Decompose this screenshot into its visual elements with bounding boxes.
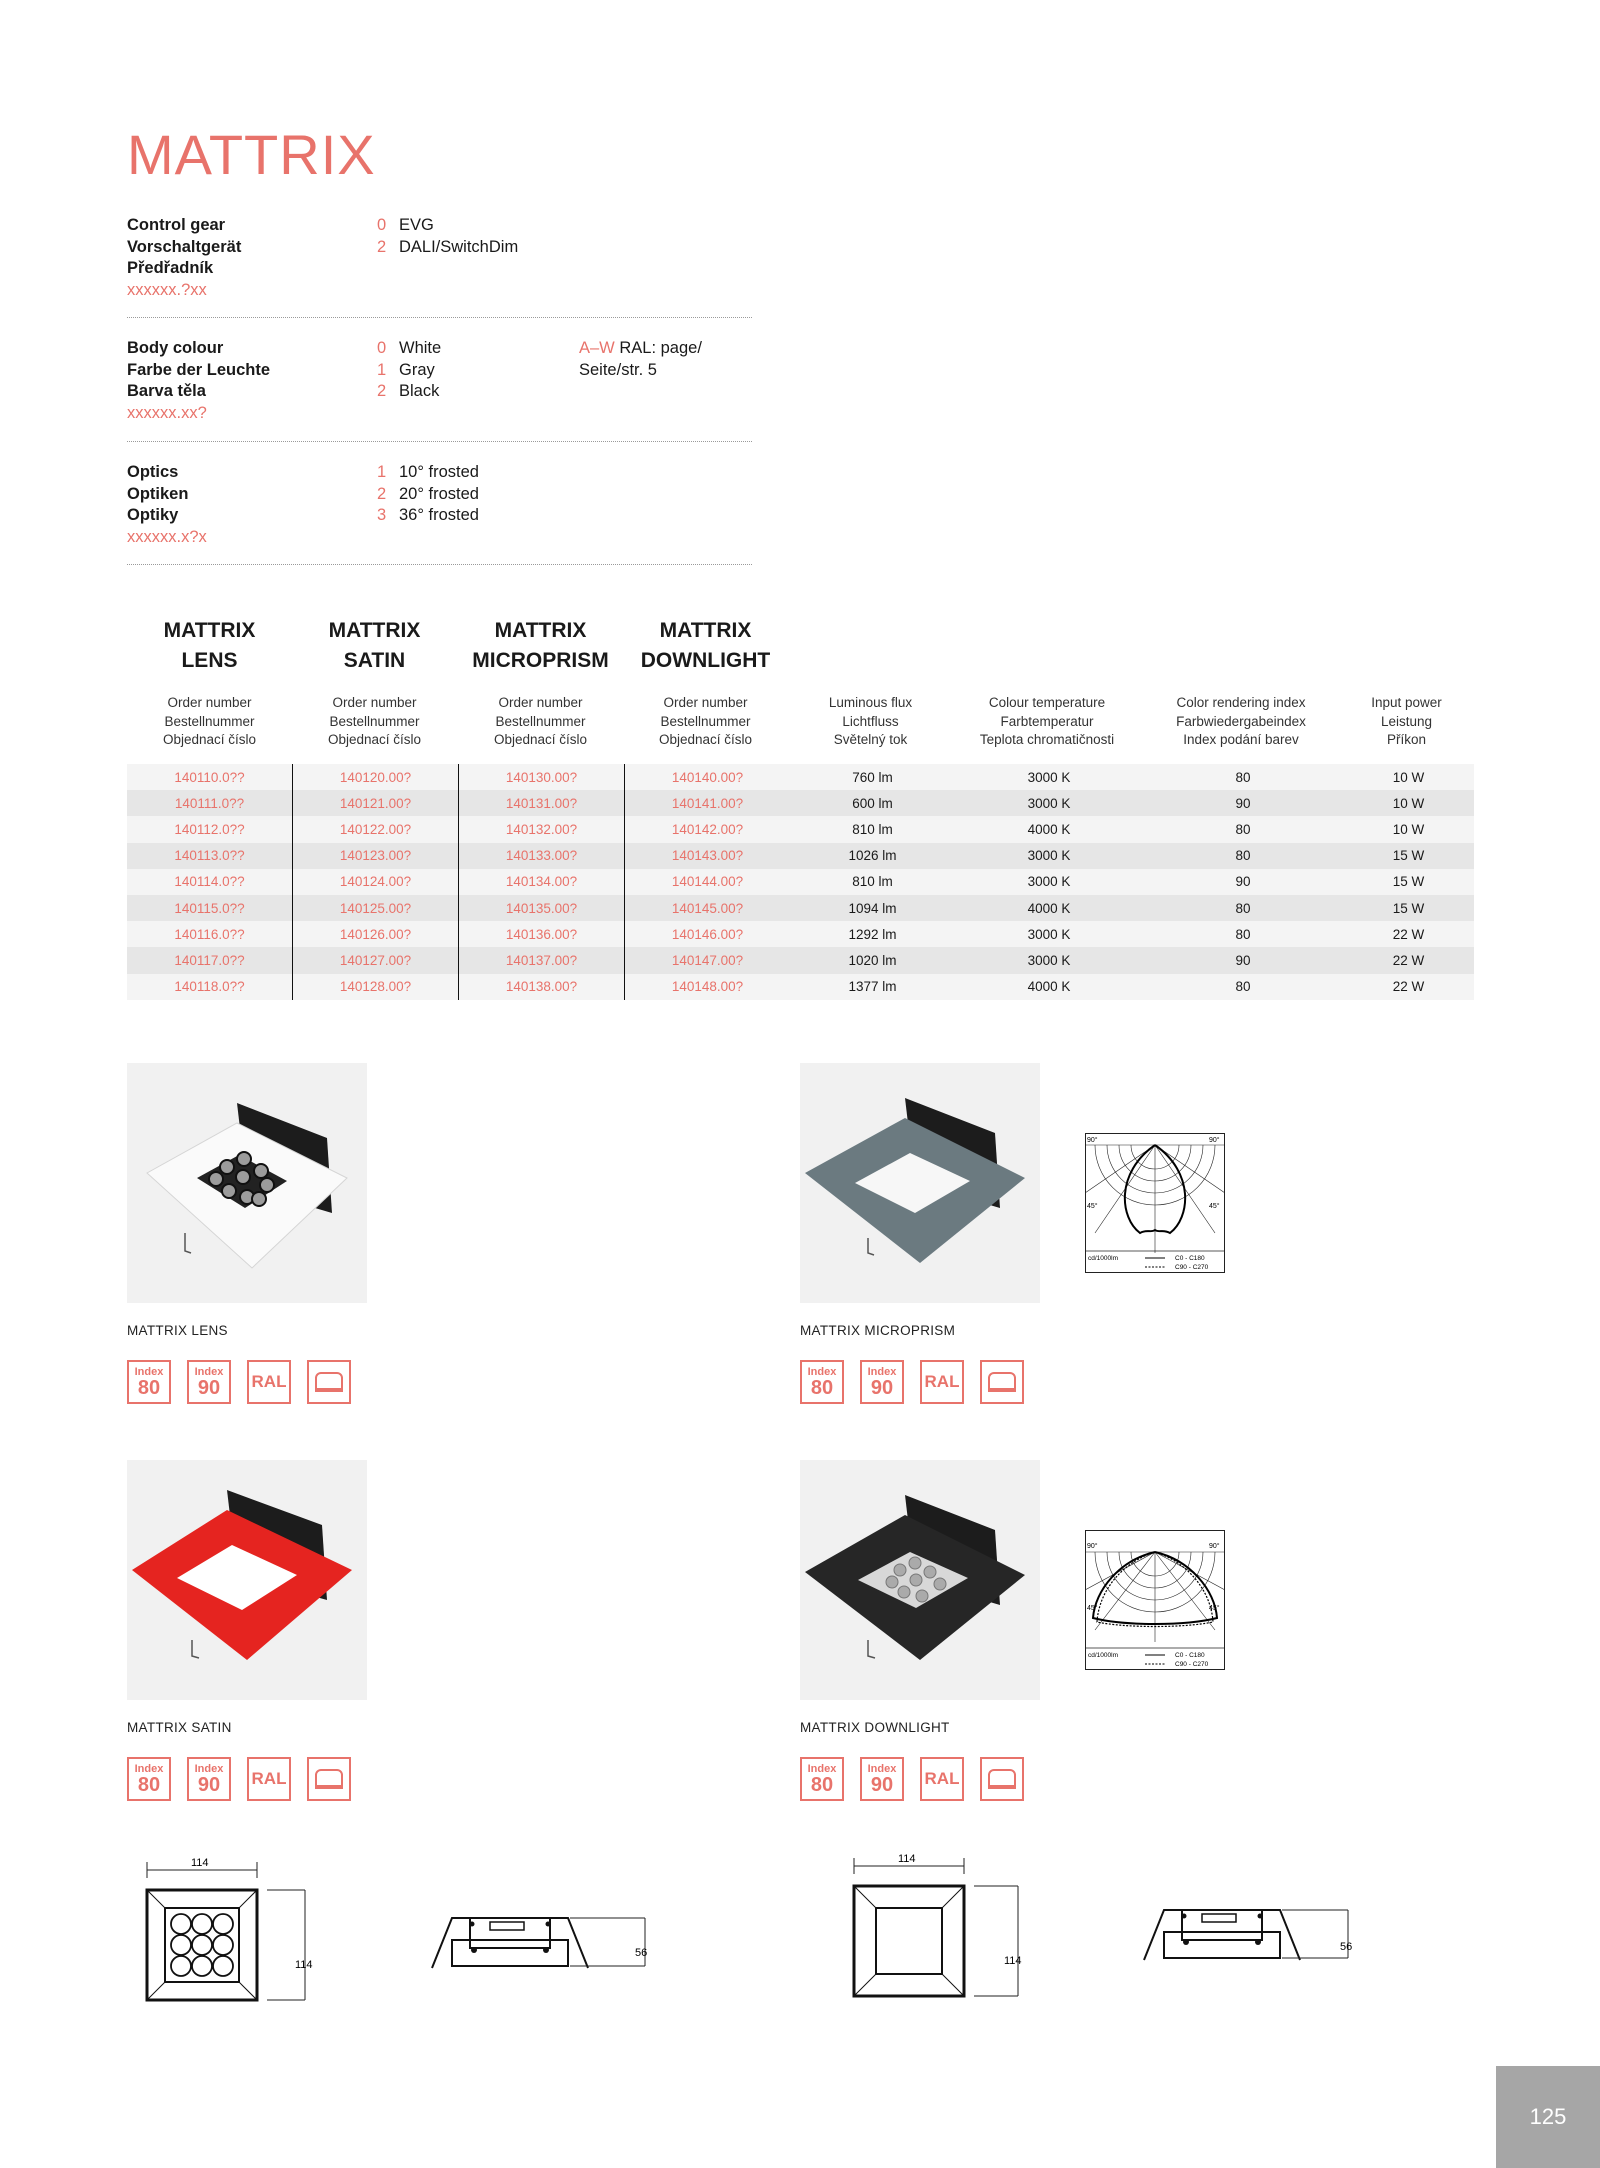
ral-badge: RAL <box>247 1360 291 1404</box>
control-gear-option: 0 EVG <box>377 216 434 234</box>
spec-value-cell: 10 W <box>1343 816 1474 842</box>
cri-90-badge: Index 90 <box>187 1360 231 1404</box>
order-number-cell: 140113.0?? <box>127 843 293 869</box>
body-colour-label-de: Farbe der Leuchte <box>127 360 271 379</box>
divider <box>127 441 752 442</box>
spec-value-cell: 10 W <box>1343 790 1474 816</box>
spec-value-cell: 4000 K <box>955 816 1143 842</box>
order-number-cell: 140142.00? <box>625 816 791 842</box>
optics-label-en: Optics <box>127 463 179 481</box>
product-heading-microprism: MATTRIX MICROPRISM <box>472 619 609 672</box>
spec-value-cell: 15 W <box>1343 895 1474 921</box>
table-row <box>127 974 1474 1000</box>
order-number-cell: 140116.0?? <box>127 921 293 947</box>
polar-label-45-left: 45° <box>1087 1203 1098 1210</box>
table-row <box>127 843 1474 869</box>
body-colour-label-cz: Barva těla <box>127 382 206 400</box>
header-order-microprism: Order number Bestellnummer Objednací číslo <box>493 695 588 747</box>
polar-legend-c90: C90 - C270 <box>1175 1264 1209 1271</box>
caption-microprism: MATTRIX MICROPRISM <box>800 1323 956 1338</box>
spec-value-cell: 810 lm <box>790 816 955 842</box>
optics-option: 1 10° frosted <box>377 463 479 481</box>
recessed-mount-icon <box>307 1757 351 1801</box>
product-photo-downlight <box>800 1460 1040 1700</box>
order-number-cell: 140131.00? <box>459 790 625 816</box>
dim-height-label: 56 <box>1340 1941 1353 1953</box>
polar-label-45-left: 45° <box>1087 1605 1098 1612</box>
table-row <box>127 764 1474 790</box>
header-order-downlight: Order number Bestellnummer Objednací číslo <box>658 695 753 747</box>
recessed-mount-icon <box>980 1360 1024 1404</box>
table-row <box>127 895 1474 921</box>
order-number-cell: 140124.00? <box>293 869 459 895</box>
order-number-cell: 140137.00? <box>459 947 625 973</box>
polar-legend-c0: C0 - C180 <box>1175 1652 1205 1659</box>
polar-label-90-left: 90° <box>1087 1543 1098 1550</box>
cri-80-badge: Index 80 <box>800 1360 844 1404</box>
body-colour-option: 2 Black <box>377 382 440 400</box>
order-number-cell: 140144.00? <box>625 869 791 895</box>
order-number-cell: 140112.0?? <box>127 816 293 842</box>
caption-satin: MATTRIX SATIN <box>127 1720 232 1735</box>
order-number-cell: 140132.00? <box>459 816 625 842</box>
polar-label-90-left: 90° <box>1087 1137 1098 1144</box>
order-number-cell: 140140.00? <box>625 764 791 790</box>
divider <box>127 564 752 565</box>
spec-value-cell: 90 <box>1143 790 1343 816</box>
dim-height-label: 56 <box>635 1947 648 1959</box>
cri-90-badge: Index 90 <box>187 1757 231 1801</box>
body-colour-option: 1 Gray <box>377 360 435 379</box>
spec-value-cell: 10 W <box>1343 764 1474 790</box>
spec-value-cell: 3000 K <box>955 843 1143 869</box>
spec-value-cell: 80 <box>1143 764 1343 790</box>
spec-value-cell: 3000 K <box>955 921 1143 947</box>
order-number-cell: 140122.00? <box>293 816 459 842</box>
recessed-mount-icon <box>307 1360 351 1404</box>
divider <box>127 317 752 318</box>
spec-table <box>127 764 1474 1000</box>
control-gear-label-en: Control gear <box>127 216 226 234</box>
spec-value-cell: 90 <box>1143 947 1343 973</box>
order-number-cell: 140128.00? <box>293 974 459 1000</box>
product-heading-lens: MATTRIX LENS <box>163 619 256 672</box>
polar-legend-c0: C0 - C180 <box>1175 1255 1205 1262</box>
page-title: MATTRIX <box>127 123 376 186</box>
cri-90-badge: Index 90 <box>860 1757 904 1801</box>
cri-80-badge: Index 80 <box>800 1757 844 1801</box>
cri-80-badge: Index 80 <box>127 1757 171 1801</box>
table-row <box>127 816 1474 842</box>
dimension-drawing-satin-side <box>1142 1892 1382 1997</box>
optics-option: 2 20° frosted <box>377 484 479 503</box>
table-row <box>127 869 1474 895</box>
cri-80-badge: Index 80 <box>127 1360 171 1404</box>
ral-note: A–W RAL: page/ Seite/str. 5 <box>579 339 702 379</box>
spec-value-cell: 15 W <box>1343 843 1474 869</box>
order-number-cell: 140120.00? <box>293 764 459 790</box>
dim-width-label: 114 <box>191 1857 209 1869</box>
spec-value-cell: 1292 lm <box>790 921 955 947</box>
table-row <box>127 790 1474 816</box>
table-row <box>127 947 1474 973</box>
badge-row-lens <box>127 1360 351 1404</box>
dim-depth-label: 114 <box>1004 1955 1022 1967</box>
order-number-cell: 140127.00? <box>293 947 459 973</box>
spec-value-cell: 22 W <box>1343 921 1474 947</box>
ral-badge: RAL <box>247 1757 291 1801</box>
spec-value-cell: 80 <box>1143 921 1343 947</box>
spec-value-cell: 80 <box>1143 895 1343 921</box>
product-heading-satin: MATTRIX SATIN <box>328 619 421 672</box>
header-order-lens: Order number Bestellnummer Objednací číslo <box>162 695 257 747</box>
body-colour-label-en: Body colour <box>127 339 224 357</box>
spec-value-cell: 3000 K <box>955 790 1143 816</box>
spec-value-cell: 80 <box>1143 974 1343 1000</box>
spec-value-cell: 4000 K <box>955 895 1143 921</box>
dimension-drawing-satin-top <box>840 1846 1040 2031</box>
order-number-cell: 140114.0?? <box>127 869 293 895</box>
polar-label-90-right: 90° <box>1209 1137 1220 1144</box>
polar-unit: cd/1000lm <box>1088 1652 1118 1659</box>
order-number-cell: 140148.00? <box>625 974 791 1000</box>
product-photo-satin <box>127 1460 367 1700</box>
header-order-satin: Order number Bestellnummer Objednací číslo <box>327 695 422 747</box>
polar-unit: cd/1000lm <box>1088 1255 1118 1262</box>
recessed-mount-icon <box>980 1757 1024 1801</box>
spec-value-cell: 1020 lm <box>790 947 955 973</box>
table-row <box>127 921 1474 947</box>
order-number-cell: 140133.00? <box>459 843 625 869</box>
spec-value-cell: 1026 lm <box>790 843 955 869</box>
order-number-cell: 140147.00? <box>625 947 791 973</box>
spec-value-cell: 3000 K <box>955 764 1143 790</box>
order-number-cell: 140130.00? <box>459 764 625 790</box>
spec-value-cell: 15 W <box>1343 869 1474 895</box>
optics-label-de: Optiken <box>127 484 189 503</box>
order-number-cell: 140121.00? <box>293 790 459 816</box>
dimension-drawing-lens-side <box>430 1900 670 2005</box>
spec-value-cell: 80 <box>1143 843 1343 869</box>
order-number-cell: 140136.00? <box>459 921 625 947</box>
polar-label-90-right: 90° <box>1209 1543 1220 1550</box>
page-number: 125 <box>1496 2066 1600 2168</box>
order-number-cell: 140110.0?? <box>127 764 293 790</box>
product-photo-microprism <box>800 1063 1040 1303</box>
control-gear-option: 2 DALI/SwitchDim <box>377 237 519 256</box>
polar-diagram-microprism <box>1085 1133 1225 1273</box>
spec-value-cell: 4000 K <box>955 974 1143 1000</box>
product-heading-downlight: MATTRIX DOWNLIGHT <box>640 619 771 672</box>
order-number-cell: 140134.00? <box>459 869 625 895</box>
product-photo-lens <box>127 1063 367 1303</box>
spec-value-cell: 80 <box>1143 816 1343 842</box>
order-number-cell: 140117.0?? <box>127 947 293 973</box>
spec-value-cell: 1377 lm <box>790 974 955 1000</box>
polar-legend-c90: C90 - C270 <box>1175 1661 1209 1668</box>
ral-badge: RAL <box>920 1360 964 1404</box>
dim-depth-label: 114 <box>295 1959 313 1971</box>
spec-value-cell: 90 <box>1143 869 1343 895</box>
control-gear-label-de: Vorschaltgerät <box>127 237 242 256</box>
order-number-cell: 140125.00? <box>293 895 459 921</box>
spec-value-cell: 810 lm <box>790 869 955 895</box>
spec-value-cell: 22 W <box>1343 947 1474 973</box>
spec-value-cell: 22 W <box>1343 974 1474 1000</box>
order-number-cell: 140118.0?? <box>127 974 293 1000</box>
polar-label-45-right: 45° <box>1209 1605 1220 1612</box>
dim-width-label: 114 <box>898 1853 916 1865</box>
ral-badge: RAL <box>920 1757 964 1801</box>
badge-row-microprism <box>800 1360 1024 1404</box>
caption-downlight: MATTRIX DOWNLIGHT <box>800 1720 950 1735</box>
header-input-power: Input power Leistung Příkon <box>1371 695 1442 747</box>
order-number-cell: 140145.00? <box>625 895 791 921</box>
order-number-cell: 140111.0?? <box>127 790 293 816</box>
order-number-cell: 140146.00? <box>625 921 791 947</box>
spec-value-cell: 760 lm <box>790 764 955 790</box>
order-number-cell: 140115.0?? <box>127 895 293 921</box>
order-number-cell: 140126.00? <box>293 921 459 947</box>
dimension-drawing-lens-top <box>127 1850 327 2035</box>
optics-option: 3 36° frosted <box>377 506 479 524</box>
control-gear-label-cz: Předřadník <box>127 259 214 277</box>
spec-value-cell: 600 lm <box>790 790 955 816</box>
polar-diagram-downlight <box>1085 1530 1225 1670</box>
order-number-cell: 140123.00? <box>293 843 459 869</box>
optics-label-cz: Optiky <box>127 506 179 524</box>
spec-value-cell: 3000 K <box>955 947 1143 973</box>
badge-row-downlight <box>800 1757 1024 1801</box>
spec-value-cell: 1094 lm <box>790 895 955 921</box>
order-number-cell: 140138.00? <box>459 974 625 1000</box>
order-number-cell: 140135.00? <box>459 895 625 921</box>
spec-value-cell: 3000 K <box>955 869 1143 895</box>
body-colour-option: 0 White <box>377 339 442 357</box>
control-gear-code: xxxxxx.?xx <box>127 280 207 299</box>
optics-code: xxxxxx.x?x <box>127 527 207 546</box>
body-colour-code: xxxxxx.xx? <box>127 403 207 422</box>
caption-lens: MATTRIX LENS <box>127 1323 228 1338</box>
polar-label-45-right: 45° <box>1209 1203 1220 1210</box>
order-number-cell: 140141.00? <box>625 790 791 816</box>
header-luminous-flux: Luminous flux Lichtfluss Světelný tok <box>828 695 913 747</box>
order-number-cell: 140143.00? <box>625 843 791 869</box>
badge-row-satin <box>127 1757 351 1801</box>
cri-90-badge: Index 90 <box>860 1360 904 1404</box>
header-cri: Color rendering index Farbwiedergabeindex Index podání barev <box>1176 695 1306 747</box>
header-colour-temperature: Colour temperature Farbtemperatur Teplota chromatičnosti <box>979 695 1115 747</box>
